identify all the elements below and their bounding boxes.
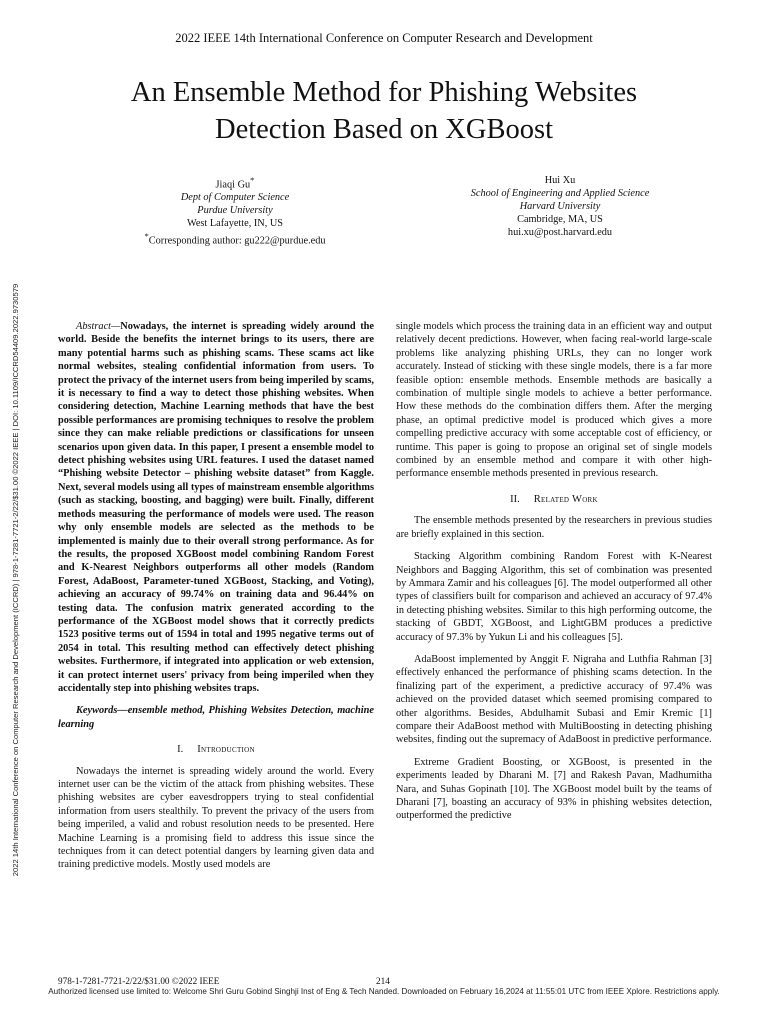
- abstract: [58, 320, 374, 695]
- section-title: Related Work: [533, 493, 598, 505]
- author-name: Hui Xu: [544, 175, 576, 186]
- intro-continued-paragraph: single models which process the training data in an efficient way and output relatively decent predictions. However, when facing real-world large-scale problems like analyzing phishing URLs, they can no longer work accurately. Instead of sticking with these single models, there is a far more feasible option: ensemble methods. Ensemble methods are basically a combination of multiple single models to achieve a better performance. How these methods do the combination differs them. After the merging phase, an optimal predictive model is produced which gives a more compelling predictive accuracy with some acceptable cost of efficiency, or runtime. This paper is going to propose an original set of single models combined by an ensemble method and compare it with other high-performance ensemble methods presented in previous research.: [396, 321, 712, 480]
- keywords: [58, 704, 374, 731]
- keywords-text: ensemble method, Phishing Websites Detection, machine learning: [58, 705, 374, 730]
- abstract-label: Abstract—: [76, 321, 121, 332]
- author-dept: Dept of Computer Science: [180, 192, 290, 204]
- left-column: [58, 320, 374, 881]
- page-number: 214: [376, 976, 390, 986]
- author-name: Jiaqi Gu: [215, 179, 251, 191]
- author-org: Purdue University: [197, 205, 273, 217]
- section-number: I.: [177, 744, 184, 756]
- title-line-2: Detection Based on XGBoost: [215, 114, 553, 145]
- section-heading-introduction: [58, 743, 374, 756]
- side-doi-note: 2022 14th International Conference on Computer Research and Development (ICCRD) | 978-1-7281-7721-2/22/$31.00 ©2022 IEEE | DOI: 10.1109/ICCRD54409.2022.9730579: [11, 283, 20, 877]
- footer-isbn: 978-1-7281-7721-2/22/$31.00 ©2022 IEEE: [58, 976, 220, 986]
- section-title: Introduction: [197, 744, 255, 756]
- conference-header: 2022 IEEE 14th International Conference on Computer Research and Development: [175, 31, 593, 45]
- author-dept: School of Engineering and Applied Science: [470, 188, 650, 199]
- keywords-label: Keywords—: [76, 705, 128, 717]
- author-org: Harvard University: [519, 201, 601, 212]
- contact-mark: *: [144, 231, 149, 242]
- license-notice: Authorized licensed use limited to: Welcome Shri Guru Gobind Singhji Inst of Eng & Tech Nanded. Downloaded on February 16,2024 at 11:55:01 UTC from IEEE Xplore. Restrictions apply.: [48, 987, 720, 996]
- intro-paragraph: Nowadays the internet is spreading widely around the world. Every internet user can be the victim of the attack from phishing websites. These phishing websites are cyber eavesdroppers trying to steal confidential information from users stealthily. To prevent the privacy of the users from being imperiled, a valid and robust resolution needs to be presented. Here Machine Learning is a promising field to address this issue since the techniques from it can detect potential dangers by learning given data and training predictive models. Mostly used models are: [58, 765, 374, 871]
- right-column: [396, 320, 712, 832]
- paper-title: [60, 74, 708, 148]
- author-block-1: [85, 174, 385, 248]
- section-heading-related-work: [396, 493, 712, 506]
- author-location: West Lafayette, IN, US: [186, 218, 284, 230]
- author-block-2: [410, 174, 710, 239]
- author-contact: hui.xu@post.harvard.edu: [507, 227, 613, 238]
- related-work-paragraph: AdaBoost implemented by Anggit F. Nigraha and Luthfia Rahman [3] effectively enhanced the performance of phishing scams detection. In the finalizing part of the experiment, a predictive accuracy of 97.4% was achieved on the provided dataset which seemed promising compared to other algorithms. Besides, Abdulhamit Subasi and Emir Kremic [1] compare their AdaBoost method with MultiBoosting in detecting phishing websites, finding out the supremacy of AdaBoost in predictive performance.: [396, 653, 712, 746]
- related-work-paragraph: Extreme Gradient Boosting, or XGBoost, is presented in the experiments leaded by Dharani M. [7] and Rakesh Pavan, Madhumitha Nara, and Suhas Gopinath [10]. The XGBoost model built by the teams of Dharani [7], boasting an accuracy of 93% in phishing websites detection, outperformed the predictive: [396, 756, 712, 822]
- author-location: Cambridge, MA, US: [517, 214, 603, 225]
- related-work-paragraph: Stacking Algorithm combining Random Forest with K-Nearest Neighbors and Bagging Algorithm, this set of combination was presented by Ammara Zamir and his colleagues [6]. The model outperformed all other types of classifiers built for comparison and achieved an accuracy of 97.4% in detecting phishing websites. Similar to this high performing outcome, the stacking of GBDT, XGBoost, and LightGBM produces a predictive accuracy of 97.3% by Yukun Li and his colleagues [5].: [396, 551, 712, 643]
- title-line-1: An Ensemble Method for Phishing Websites: [130, 77, 638, 108]
- abstract-text: Nowadays, the internet is spreading widely around the world. Beside the benefits the internet brings to its users, there are many potential harms such as phishing scams. These scams act like normal websites, stealing confidential information from users. To protect the privacy of the internet users from being imperiled by scams, it is necessary to find a way to detect those phishing websites. When considering detection, Machine Learning methods that have the best possible performances are promising techniques to resolve the problem since they can make reliable predictions or classifications for unseen scenarios upon given data. In this paper, I present a ensemble model to detect phishing websites using URL features. I used the dataset named “Phishing website Detector – phishing website dataset” from Kaggle. Next, several models using all types of mainstream ensemble algorithms (such as stacking, boosting, and bagging) were built. Finally, different methods measuring the performance of models were used. The reason why only ensemble models are selected as the methods to be implemented is mainly due to their overall strong performance. As for the results, the proposed XGBoost model combining Random Forest and K-Nearest Neighbors outperforms all other models (Random Forest, AdaBoost, Parameter-tuned XGBoost, Stacking, and Voting), achieving an accuracy of 99.74% on training data and 96.44% on testing data. The confusion matrix generated according to the performance of the XGBoost model shows that it correctly predicts 1523 positive terms out of 1594 in total and 1995 negative terms out of 2054 in total. This resulting method can effectively detect phishing websites. Furthermore, if integrated into application or web extension, it can protect internet users' privacy from being imperiled when they accidentally step into phishing websites traps.: [58, 321, 374, 694]
- section-number: II.: [510, 493, 520, 505]
- author-mark: *: [250, 175, 255, 185]
- author-contact: Corresponding author: gu222@purdue.edu: [148, 235, 326, 247]
- related-work-paragraph: The ensemble methods presented by the researchers in previous studies are briefly explained in this section.: [396, 515, 712, 540]
